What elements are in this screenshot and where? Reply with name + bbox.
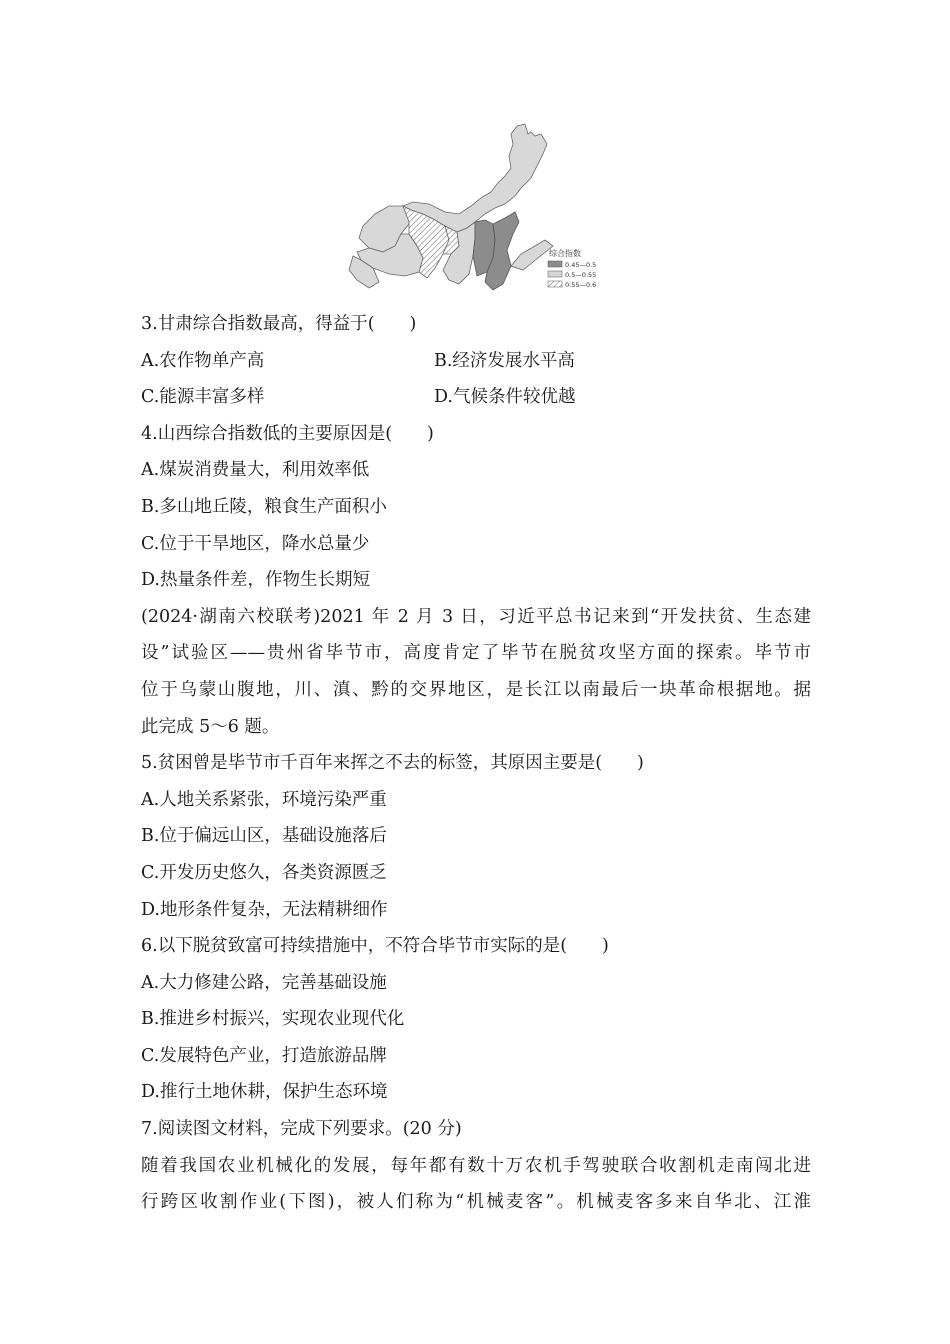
legend-title: 综合指数	[549, 249, 581, 258]
question-3-option-c: C.能源丰富多样	[141, 387, 265, 408]
legend-label-2: 0.5—0.55	[565, 271, 597, 279]
province-index-map	[345, 122, 610, 300]
question-6-option-a: A.大力修建公路，完善基础设施	[141, 972, 387, 993]
question-3-option-a: A.农作物单产高	[141, 350, 265, 371]
legend-label-3: 0.55—0.6	[565, 281, 597, 289]
question-5-option-c: C.开发历史悠久，各类资源匮乏	[141, 862, 387, 883]
question-7-stem: 7.阅读图文材料，完成下列要求。(20 分)	[141, 1119, 462, 1140]
question-3-stem: 3.甘肃综合指数最高，得益于( )	[141, 314, 417, 334]
question-5-stem: 5.贫困曾是毕节市千百年来挥之不去的标签，其原因主要是( )	[141, 753, 644, 774]
question-4-stem: 4.山西综合指数低的主要原因是( )	[141, 423, 434, 444]
question-3-options-row-2	[141, 379, 811, 416]
question-5-option-a: A.人地关系紧张，环境污染严重	[141, 789, 387, 810]
question-4-option-d: D.热量条件差，作物生长期短	[141, 570, 370, 591]
passage-line: (2024·湖南六校联考)2021 年 2 月 3 日，习近平总书记来到“开发扶贫、生态建	[141, 606, 811, 627]
question-3-options-row-1	[141, 343, 811, 380]
question-6-stem: 6.以下脱贫致富可持续措施中，不符合毕节市实际的是( )	[141, 936, 609, 957]
question-4-option-c: C.位于干旱地区，降水总量少	[141, 533, 370, 554]
passage-line: 此完成 5～6 题。	[141, 716, 280, 737]
question-6-option-b: B.推进乡村振兴，实现农业现代化	[141, 1009, 405, 1030]
legend-swatch-3	[548, 281, 562, 287]
question-4-option-a: A.煤炭消费量大，利用效率低	[141, 460, 370, 481]
legend-label-1: 0.45—0.5	[565, 261, 597, 269]
passage-harvest	[141, 1148, 811, 1221]
passage-bijie	[141, 599, 811, 745]
question-3-option-d: D.气候条件较优越	[434, 387, 576, 408]
passage-line: 随着我国农业机械化的发展，每年都有数十万农机手驾驶联合收割机走南闯北进	[141, 1155, 811, 1176]
question-6-option-c: C.发展特色产业，打造旅游品牌	[141, 1045, 387, 1066]
question-4-option-b: B.多山地丘陵，粮食生产面积小	[141, 496, 387, 517]
legend-swatch-2	[548, 271, 562, 277]
question-6-option-d: D.推行土地休耕，保护生态环境	[141, 1082, 388, 1103]
question-3-option-b: B.经济发展水平高	[434, 350, 575, 371]
passage-line: 位于乌蒙山腹地，川、滇、黔的交界地区，是长江以南最后一块革命根据地。据	[141, 679, 811, 700]
map-region-shandong	[511, 240, 553, 270]
passage-line: 行跨区收割作业(下图)，被人们称为“机械麦客”。机械麦客多来自华北、江淮	[141, 1192, 811, 1213]
passage-line: 设”试验区——贵州省毕节市，高度肯定了毕节在脱贫攻坚方面的探索。毕节市	[141, 643, 811, 664]
legend-swatch-1	[548, 261, 562, 267]
document-body	[141, 306, 811, 1221]
question-5-option-b: B.位于偏远山区，基础设施落后	[141, 826, 387, 847]
question-5-option-d: D.地形条件复杂，无法精耕细作	[141, 899, 388, 920]
